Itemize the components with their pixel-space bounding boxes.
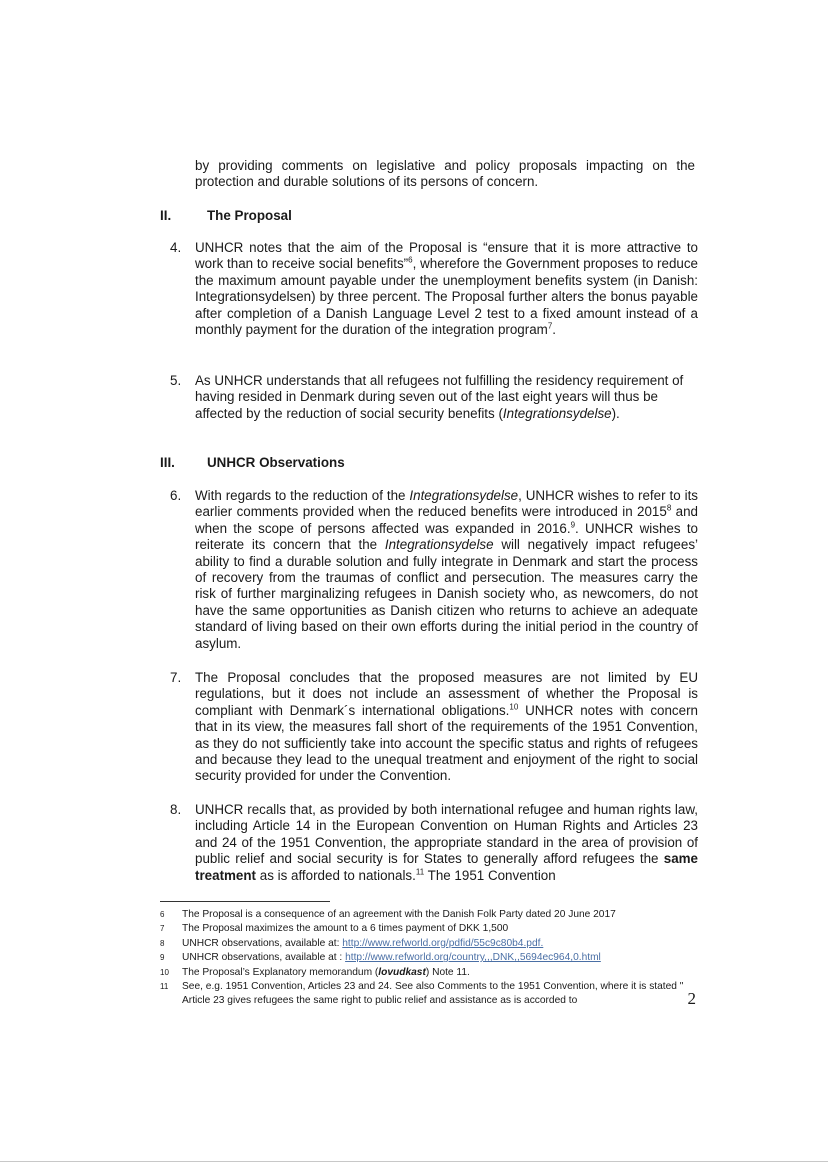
paragraph-text: UNHCR recalls that, as provided by both international refugee and human rights law, including Article 14 in the European Convention on Human Rights and Articles 23 and 24 of the 1951 Convention, the appropriate standard in the area of provision of public relief and social security is for States to generally afford refugees the xyxy=(195,802,698,867)
bold-term: same treatment xyxy=(195,851,698,883)
footnotes-list xyxy=(160,908,700,1009)
paragraph-5 xyxy=(170,373,698,422)
paragraph-text: As UNHCR understands that all refugees not fulfilling the residency requirement of having resided in Denmark during seven out of the last eight years will thus be affected by the reduction of social security benefits ( xyxy=(195,373,684,421)
paragraph-text: UNHCR notes that the aim of the Proposal is “ensure that it is more attractive to work than to receive social benefits” xyxy=(195,240,698,272)
paragraph-text: . UNHCR wishes to reiterate its concern that the xyxy=(195,520,698,553)
footnote-item xyxy=(160,908,700,922)
paragraph-6 xyxy=(170,488,698,652)
section-number: II. xyxy=(160,208,172,223)
paragraph-7 xyxy=(170,670,698,785)
paragraph-number: 7. xyxy=(170,670,182,685)
footnote-ref[interactable]: 7 xyxy=(547,321,553,331)
footnote-text: UNHCR observations, available at : xyxy=(182,952,346,964)
page-number: 2 xyxy=(687,989,696,1008)
paragraph-8 xyxy=(170,802,698,884)
paragraph-text: and when the scope of persons affected was expanded in 2016. xyxy=(195,504,699,536)
footnote-text: The Proposal is a consequence of an agreement with the Danish Folk Party dated 20 June 2017 xyxy=(182,909,616,920)
paragraph-body xyxy=(195,373,698,422)
section-title: UNHCR Observations xyxy=(207,455,345,470)
footnote-number: 9 xyxy=(160,953,165,963)
footnote-item xyxy=(160,951,700,965)
footnote-text: ) Note 11. xyxy=(425,966,470,978)
footnote-ref[interactable]: 10 xyxy=(509,702,519,712)
italic-term: lovudkast xyxy=(378,966,426,978)
footnote-text: The Proposal maximizes the amount to a 6 times payment of DKK 1,500 xyxy=(182,923,509,935)
paragraph-text: With regards to the reduction of the xyxy=(195,488,410,503)
page-bottom-edge xyxy=(0,1161,828,1162)
footnote-item xyxy=(160,966,700,980)
footnote-ref[interactable]: 8 xyxy=(666,503,672,513)
paragraph-text: , wherefore the Government proposes to reduce the maximum amount payable under the unemployment benefits system (in Danish: Integrationsydelsen) by three percent. The Proposal further alters the bonus payable after completion of a Danish Language Level 2 test to a fixed amount instead of a monthly payment for the duration of the integration program xyxy=(195,256,698,338)
section-heading-proposal xyxy=(160,208,700,224)
paragraph-number: 5. xyxy=(170,373,182,388)
intro-paragraph: by providing comments on legislative and policy proposals impacting on the protection and durable solutions of its persons of concern. xyxy=(195,158,695,190)
footnote-number: 6 xyxy=(160,910,165,919)
footnote-item xyxy=(160,922,700,936)
footnote-link[interactable]: http://www.refworld.org/pdfid/55c9c80b4.pdf. xyxy=(342,937,544,949)
paragraph-number: 8. xyxy=(170,802,182,817)
footnote-text: UNHCR observations, available at: xyxy=(182,937,343,949)
paragraph-text: UNHCR notes with concern that in its view, the measures fall short of the requirements of the 1951 Convention, as they do not sufficiently take into account the specific status and rights of refugees and because they lead to the unequal treatment and enjoyment of the right to social security provided for under the Convention. xyxy=(195,702,698,784)
footnote-item xyxy=(160,937,700,951)
footnote-number: 10 xyxy=(160,967,169,977)
footnote-link[interactable]: http://www.refworld.org/country,,,DNK,,5694ec964,0.html xyxy=(345,952,601,964)
footnote-text: See, e.g. 1951 Convention, Articles 23 and 24. See also Comments to the 1951 Convention, where it is stated " Article 23 gives refugees the same right to public relief and assistance as is accorded to xyxy=(182,981,684,1007)
footnote-number: 7 xyxy=(160,924,165,934)
footnote-number: 11 xyxy=(160,982,169,992)
paragraph-text: , UNHCR wishes to refer to its earlier comments provided when the reduced benefits were introduced in 2015 xyxy=(195,488,698,520)
footnote-divider xyxy=(160,901,330,902)
italic-term: Integrationsydelse xyxy=(502,405,612,421)
paragraph-text: will negatively impact refugees’ ability to find a durable solution and fully integrate in Denmark and start the process of recovery from the traumas of conflict and persecution. The measures carry the risk of further marginalizing refugees in Danish society who, as newcomers, do not have the same opportunities as Danish citizen who returns to achieve an adequate standard of living based on their own efforts during the initial period in the country of asylum. xyxy=(195,537,698,651)
footnote-number: 8 xyxy=(160,938,165,948)
paragraph-4 xyxy=(170,240,698,338)
footnote-item xyxy=(160,980,700,1009)
paragraph-body xyxy=(195,802,698,884)
paragraph-body xyxy=(195,488,698,652)
paragraph-body xyxy=(195,670,698,785)
section-heading-observations xyxy=(160,455,700,471)
section-title: The Proposal xyxy=(207,208,292,223)
footnote-ref[interactable]: 11 xyxy=(415,867,425,877)
paragraph-text: The Proposal concludes that the proposed measures are not limited by EU regulations, but it does not include an assessment of whether the Proposal is compliant with Denmark´s international obligations. xyxy=(195,670,698,718)
paragraph-body xyxy=(195,240,698,338)
footnote-text: The Proposal’s Explanatory memorandum ( xyxy=(182,966,379,978)
paragraph-text: . xyxy=(552,322,557,338)
paragraph-text: as is afforded to nationals. xyxy=(256,867,416,883)
paragraph-number: 4. xyxy=(170,240,182,255)
paragraph-text: The 1951 Convention xyxy=(424,867,556,883)
italic-term: Integrationsydelse xyxy=(384,537,494,553)
footnote-ref[interactable]: 9 xyxy=(570,520,576,530)
footnote-ref[interactable]: 6 xyxy=(408,255,413,265)
italic-term: Integrationsydelse xyxy=(409,488,519,503)
paragraph-text: ). xyxy=(611,405,620,421)
paragraph-number: 6. xyxy=(170,488,182,503)
section-number: III. xyxy=(160,455,175,470)
